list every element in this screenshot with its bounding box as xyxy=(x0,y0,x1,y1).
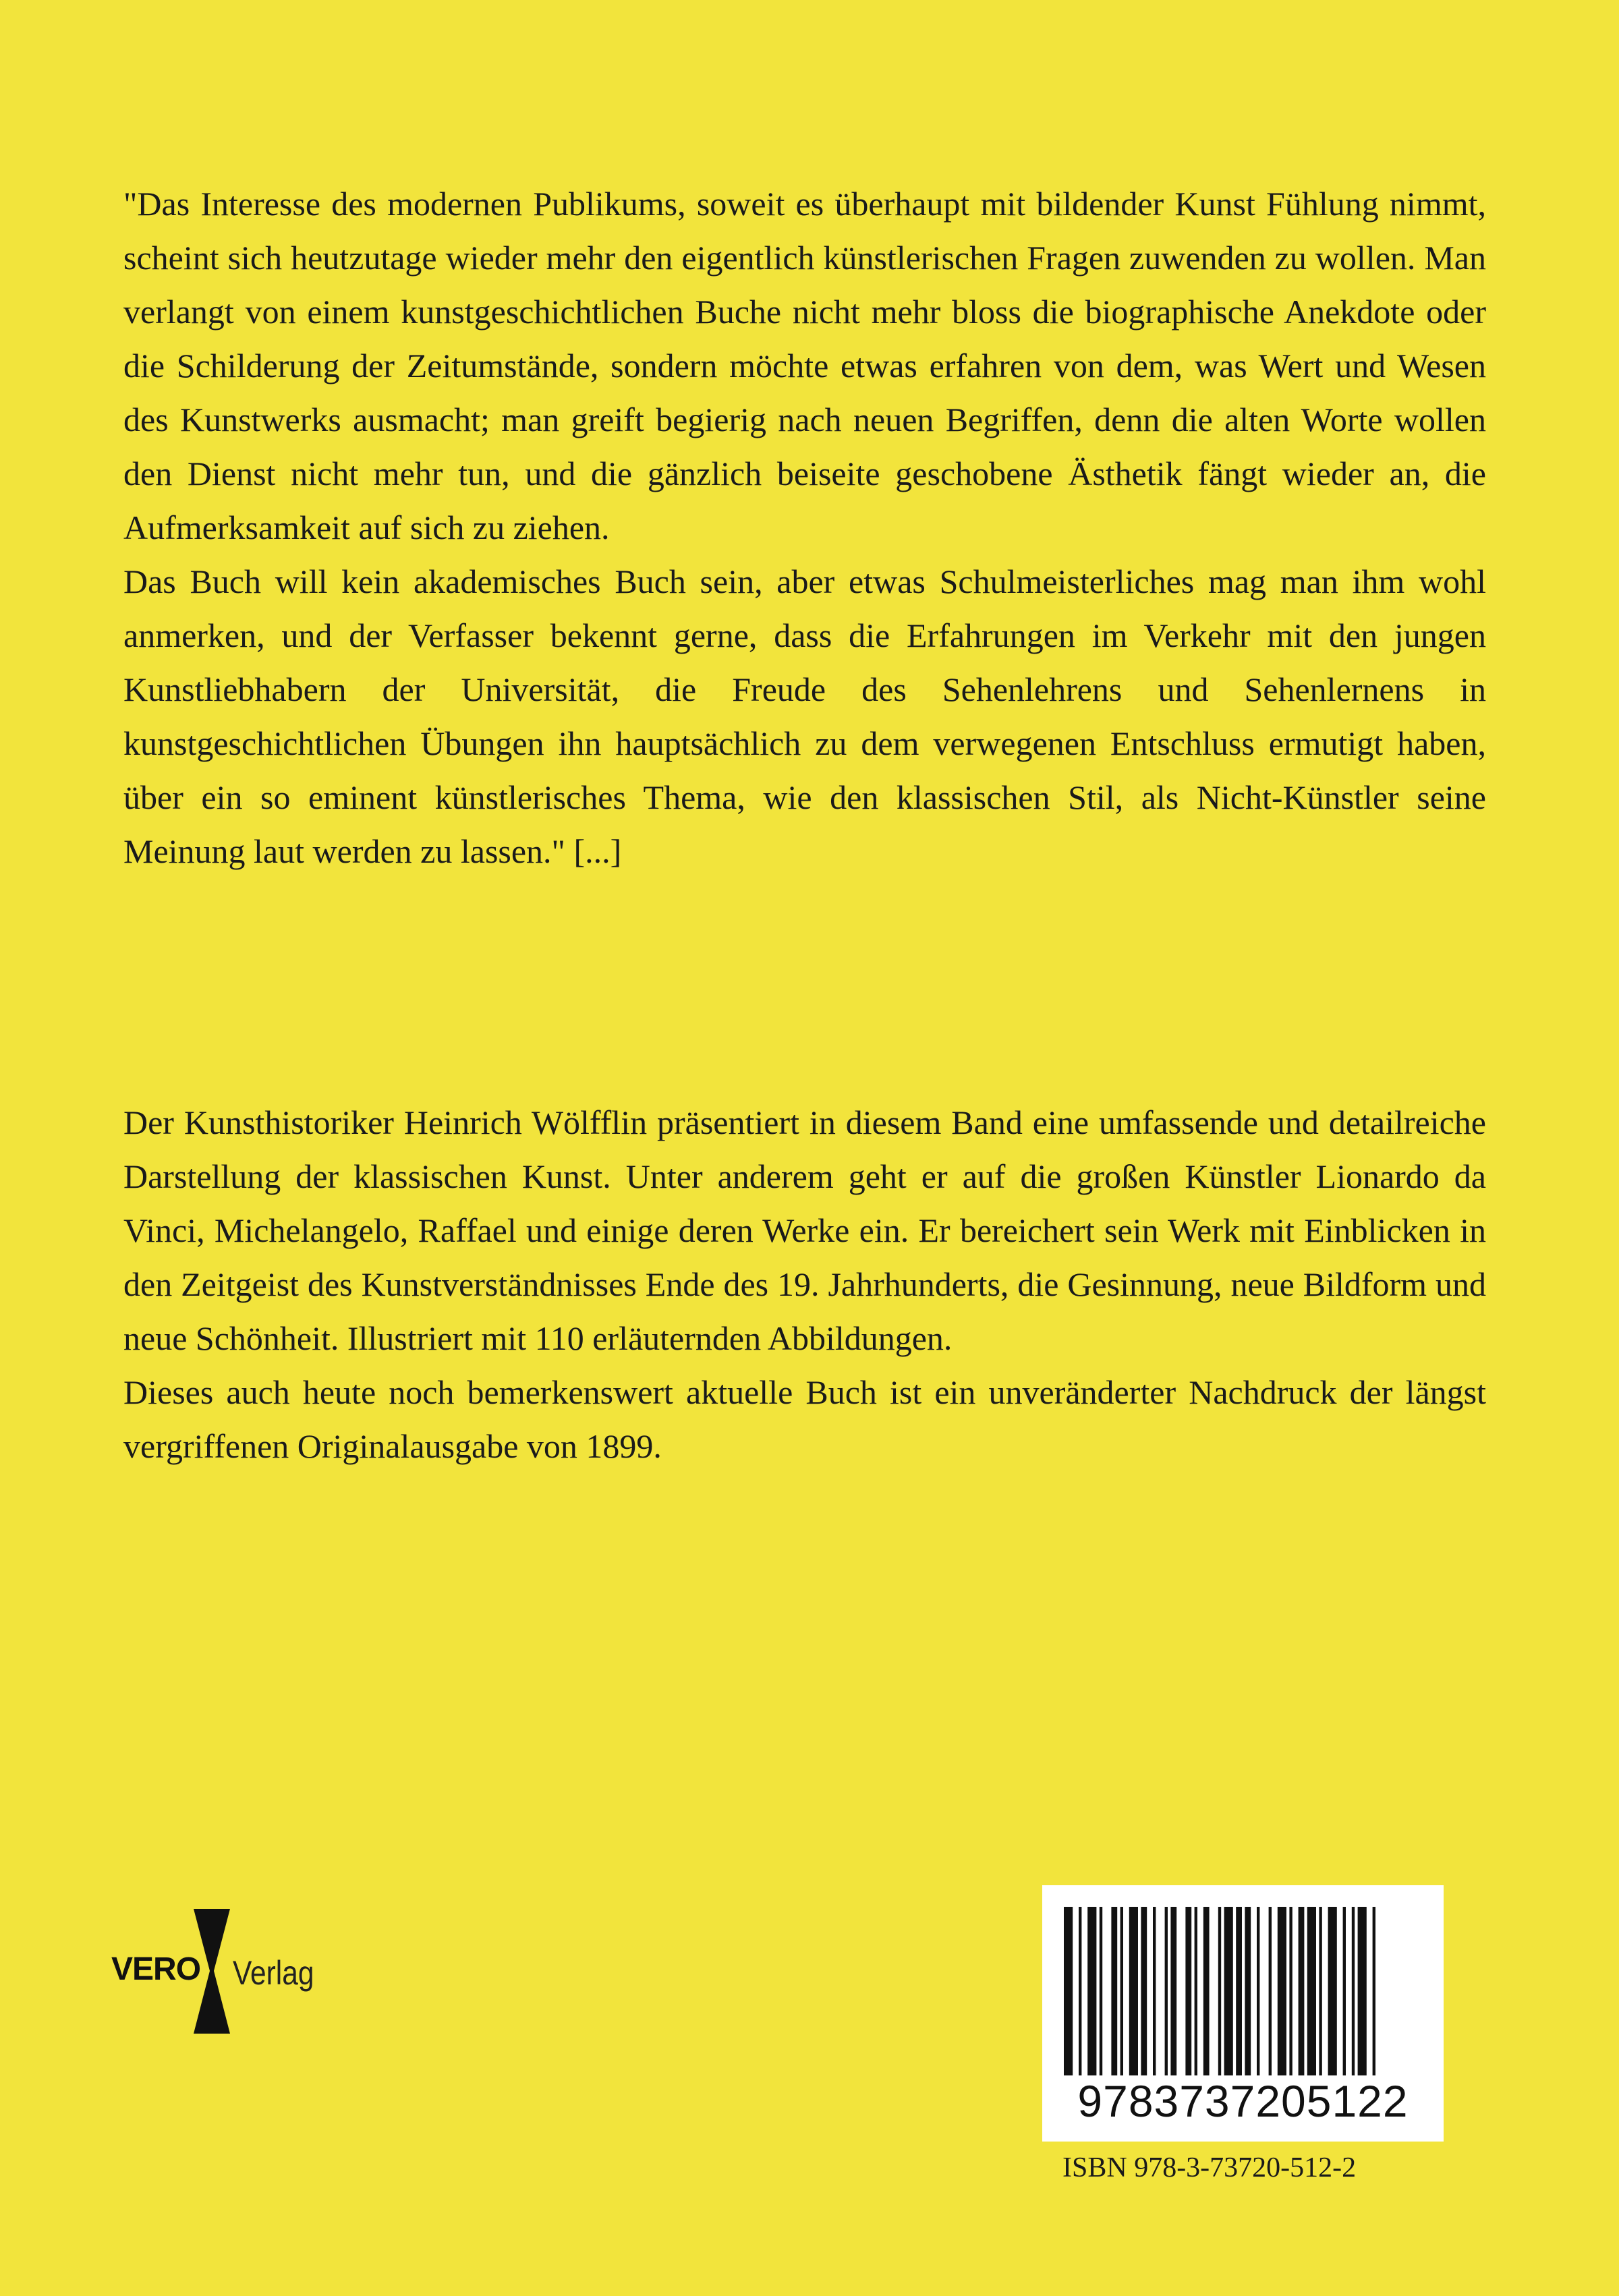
quote-paragraph-1: "Das Interesse des modernen Publikums, soweit es überhaupt mit bildender Kunst Fühlung nimmt, scheint sich heutzutage wieder mehr den eigentlich künstlerischen Fragen zuwenden zu wollen. Man verlangt von einem kunstgeschichtlichen Buche nicht mehr bloss die biographische Anekdote oder die Schilderung der Zeitumstände, sondern möchte etwas erfahren von dem, was Wert und Wesen des Kunstwerks ausmacht; man greift begierig nach neuen Begriffen, denn die alten Worte wollen den Dienst nicht mehr tun, und die gänzlich beiseite geschobene Ästhetik fängt wieder an, die Aufmerksamkeit auf sich zu ziehen. xyxy=(123,185,1486,546)
quote-block xyxy=(123,177,1486,878)
isbn-label: ISBN 978-3-73720-512-2 xyxy=(1062,2152,1357,2183)
barcode xyxy=(1042,1885,1444,2142)
logo-vero-text: VERO xyxy=(111,1951,201,1987)
description-paragraph-2: Dieses auch heute noch bemerkenswert aktuelle Buch ist ein unveränderter Nachdruck der längst vergriffenen Originalausgabe von 1899. xyxy=(123,1373,1486,1465)
publisher-logo xyxy=(105,1909,334,2034)
quote-paragraph-2: Das Buch will kein akademisches Buch sein, aber etwas Schulmeisterliches mag man ihm wohl anmerken, und der Verfasser bekennt gerne, dass die Erfahrungen im Verkehr mit den jungen Kunstliebhabern der Universität, die Freude des Sehenlehrens und Sehenlernens in kunstgeschichtlichen Übungen ihn hauptsächlich zu dem verwegenen Entschluss ermutigt haben, über ein so eminent künstlerisches Thema, wie den klassischen Stil, als Nicht-Künstler seine Meinung laut werden zu lassen." [...] xyxy=(123,563,1486,870)
description-paragraph-1: Der Kunsthistoriker Heinrich Wölfflin präsentiert in diesem Band eine umfassende und detailreiche Darstellung der klassischen Kunst. Unter anderem geht er auf die großen Künstler Lionardo da Vinci, Michelangelo, Raffael und einige deren Werke ein. Er bereichert sein Werk mit Einblicken in den Zeitgeist des Kunstverständnisses Ende des 19. Jahrhunderts, die Gesinnung, neue Bildform und neue Schönheit. Illustriert mit 110 erläuternden Abbildungen. xyxy=(123,1103,1486,1357)
description-block xyxy=(123,1095,1486,1473)
barcode-number: 9783737205122 xyxy=(1077,2076,1409,2126)
logo-verlag-text: Verlag xyxy=(233,1954,314,1992)
barcode-bars xyxy=(1064,1907,1422,2075)
